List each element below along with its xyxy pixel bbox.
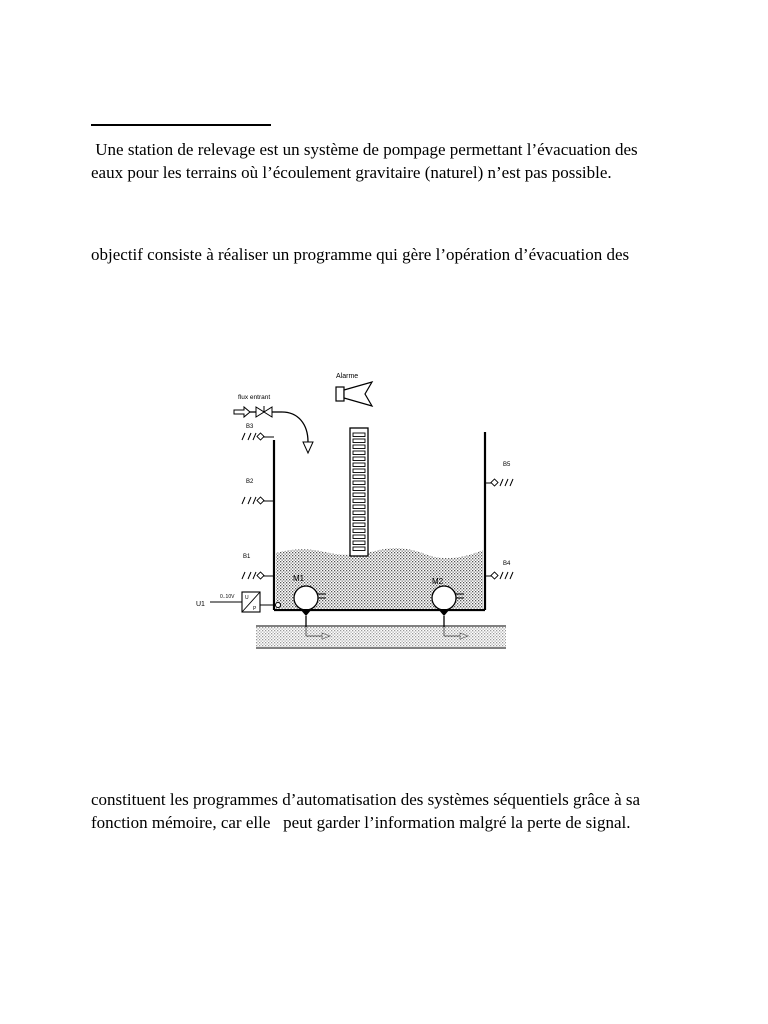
alarm-horn-icon: [336, 382, 372, 406]
pump-m1-label: M1: [293, 574, 305, 583]
sensor-b5-label: B5: [503, 462, 511, 468]
sensor-b3-icon: [242, 433, 274, 440]
objective-line-1: objectif consiste à réaliser un programme qui gère l’opération d’évacuation des: [91, 245, 630, 264]
sensor-b2-label: B2: [246, 479, 254, 485]
sensor-b1-label: B1: [243, 554, 251, 560]
footnote-separator: [91, 124, 271, 126]
sensor-b4-label: B4: [503, 561, 511, 567]
outflow-pipe: [256, 626, 506, 648]
u1-label: U1: [196, 601, 205, 608]
range-label: 0..10V: [220, 594, 235, 600]
intro-line-1: Une station de relevage est un système de pompage permettant l’évacuation des: [91, 140, 638, 159]
lift-station-diagram: [190, 360, 530, 660]
sensor-b1-icon: [242, 572, 274, 579]
pump-m2-label: M2: [432, 577, 444, 586]
transducer-u-label: U: [245, 595, 249, 601]
sensor-b3-label: B3: [246, 424, 254, 430]
inflow-label: flux entrant: [238, 394, 271, 401]
sensor-b5-icon: [485, 479, 513, 486]
intro-paragraph: [91, 138, 691, 184]
intro-line-2: eaux pour les terrains où l’écoulement gravitaire (naturel) n’est pas possible.: [91, 163, 612, 182]
sensor-b2-icon: [242, 497, 274, 504]
memory-line-1: constituent les programmes d’automatisation des systèmes séquentiels grâce à sa: [91, 790, 641, 809]
objective-paragraph: [91, 243, 691, 266]
memory-paragraph: [91, 788, 691, 834]
memory-line-2: fonction mémoire, car elle peut garder l’information malgré la perte de signal.: [91, 813, 631, 832]
sensor-b4-icon: [485, 572, 513, 579]
transducer-p-label: P: [253, 606, 257, 612]
alarm-label: Alarme: [336, 373, 359, 380]
level-gauge: [350, 428, 368, 556]
